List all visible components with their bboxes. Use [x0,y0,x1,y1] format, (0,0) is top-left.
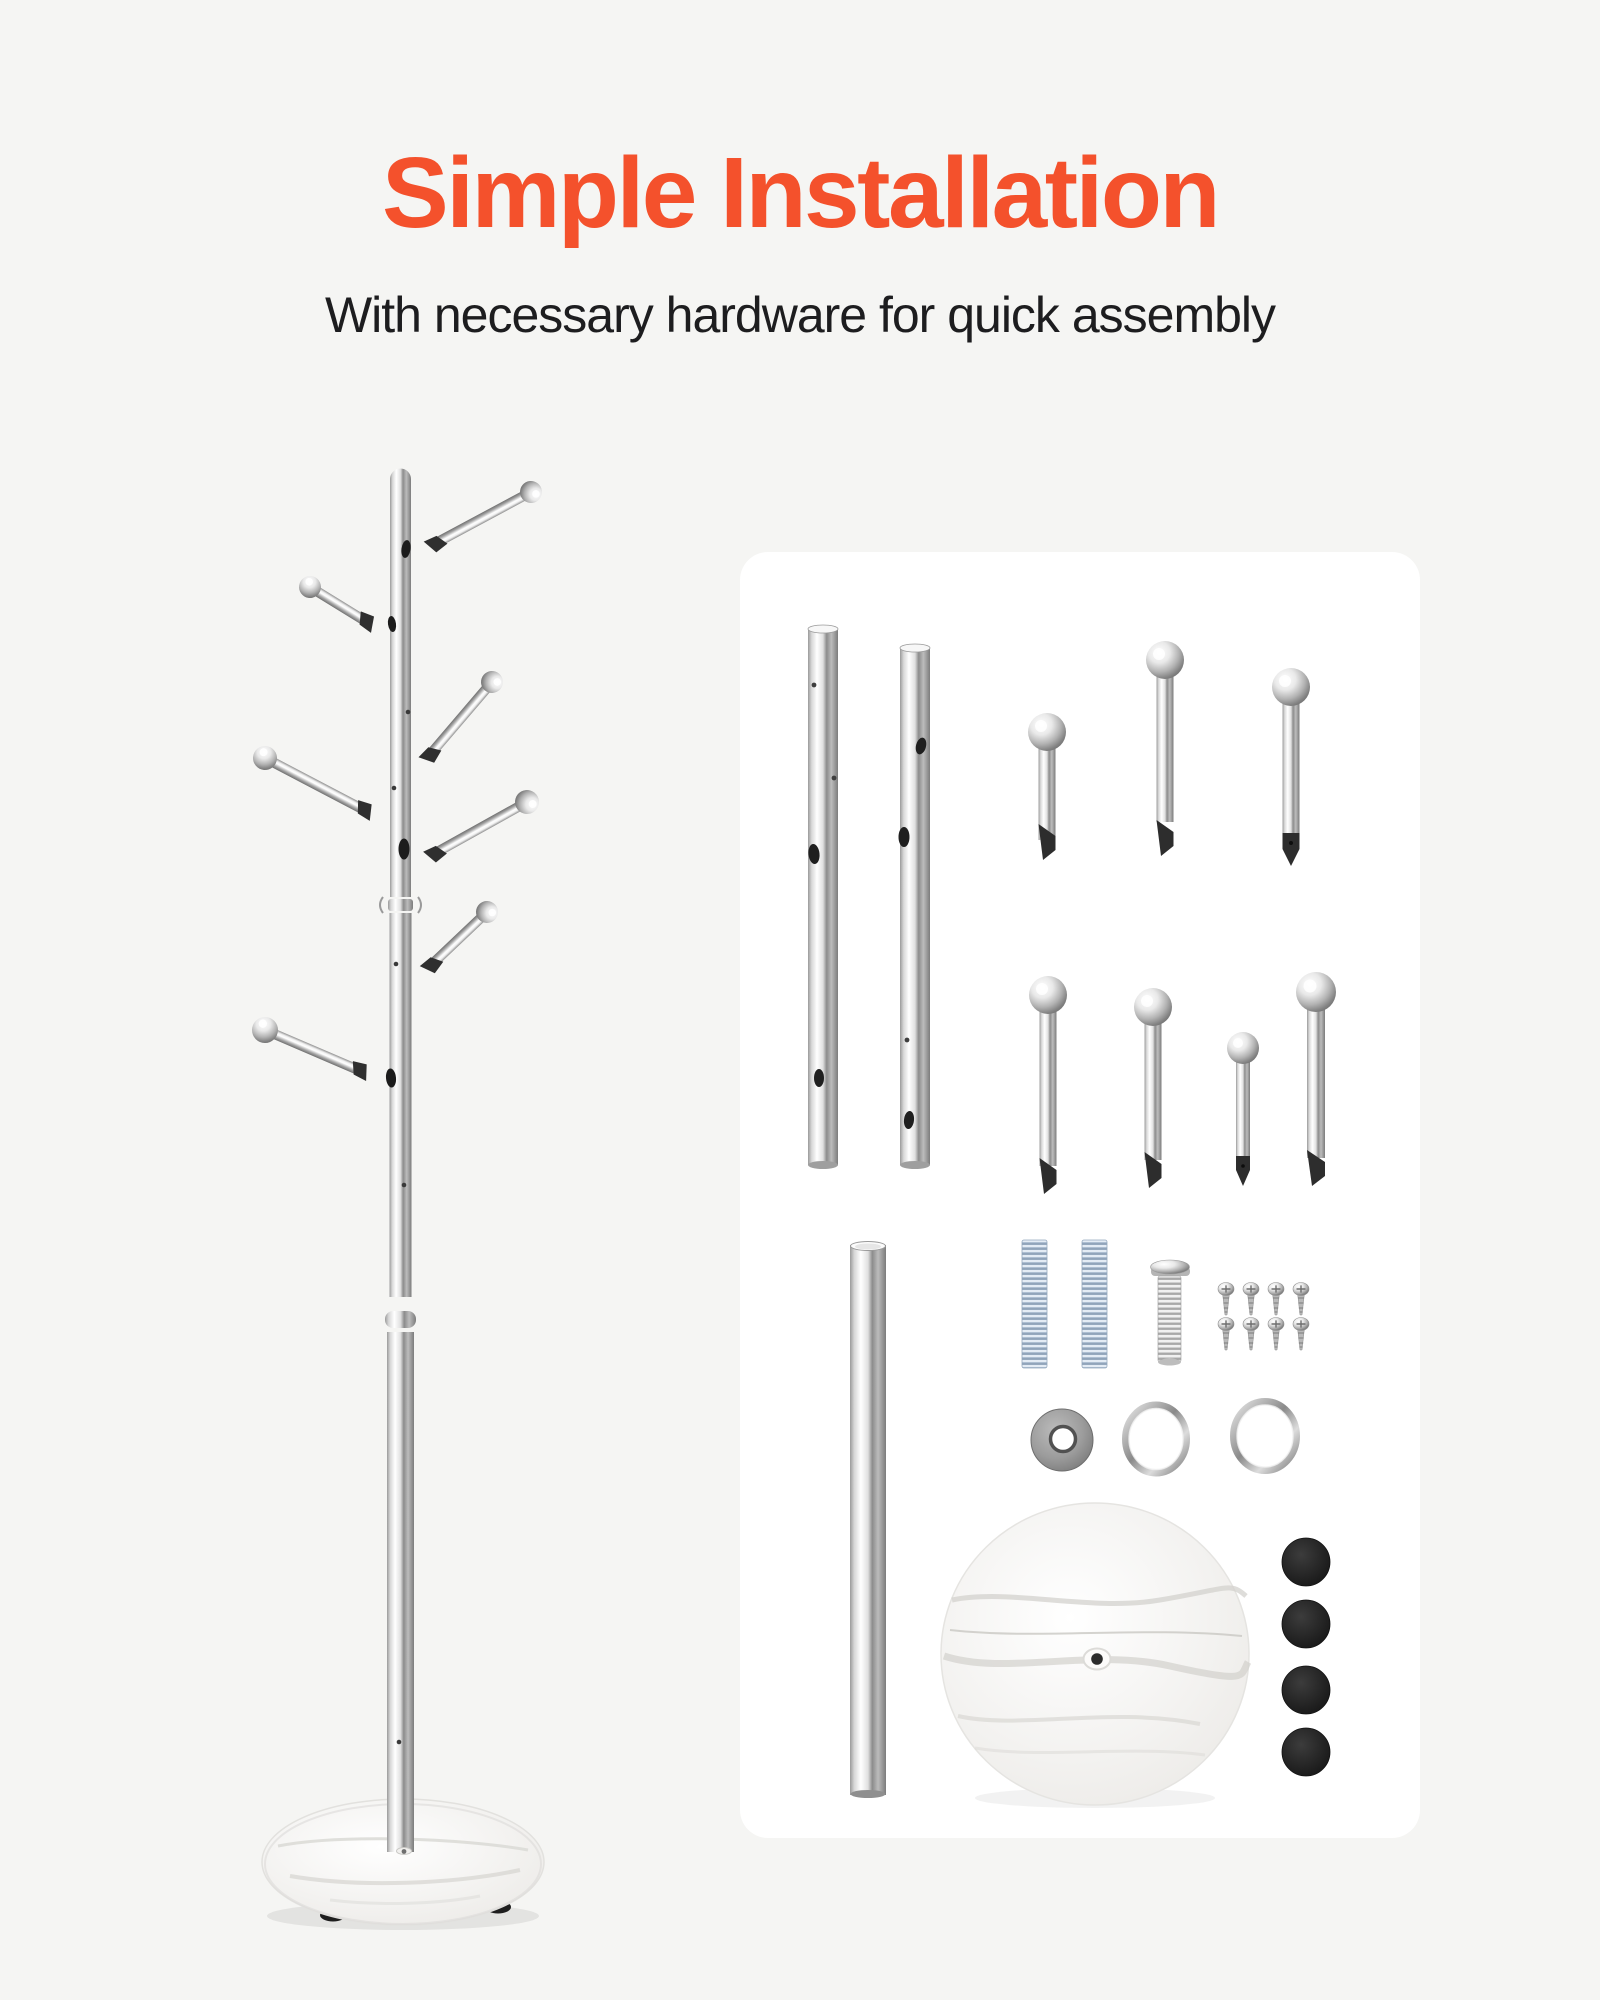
rack-hook-right-4 [417,896,503,979]
washer [1031,1409,1093,1471]
rack-hook-upper-right [422,477,546,557]
rack-hook-left-3 [248,1013,374,1087]
threaded-rod-1 [1022,1240,1047,1368]
rack-hook-left-2 [249,742,379,826]
page-subtitle: With necessary hardware for quick assembly [324,287,1276,343]
bottom-pole-part [850,1242,886,1799]
page-title: Simple Installation [382,137,1218,249]
marble-base-part [941,1503,1249,1808]
rack-pole [380,469,421,1855]
rack-hook-right-3 [421,786,544,869]
threaded-rod-2 [1082,1240,1107,1368]
assembled-coat-rack [248,469,546,1931]
pole-section-part-2 [899,644,931,1169]
pole-section-part-1 [807,625,838,1169]
rack-hook-upper-left [295,572,381,636]
rack-hook-right-2 [415,666,507,768]
